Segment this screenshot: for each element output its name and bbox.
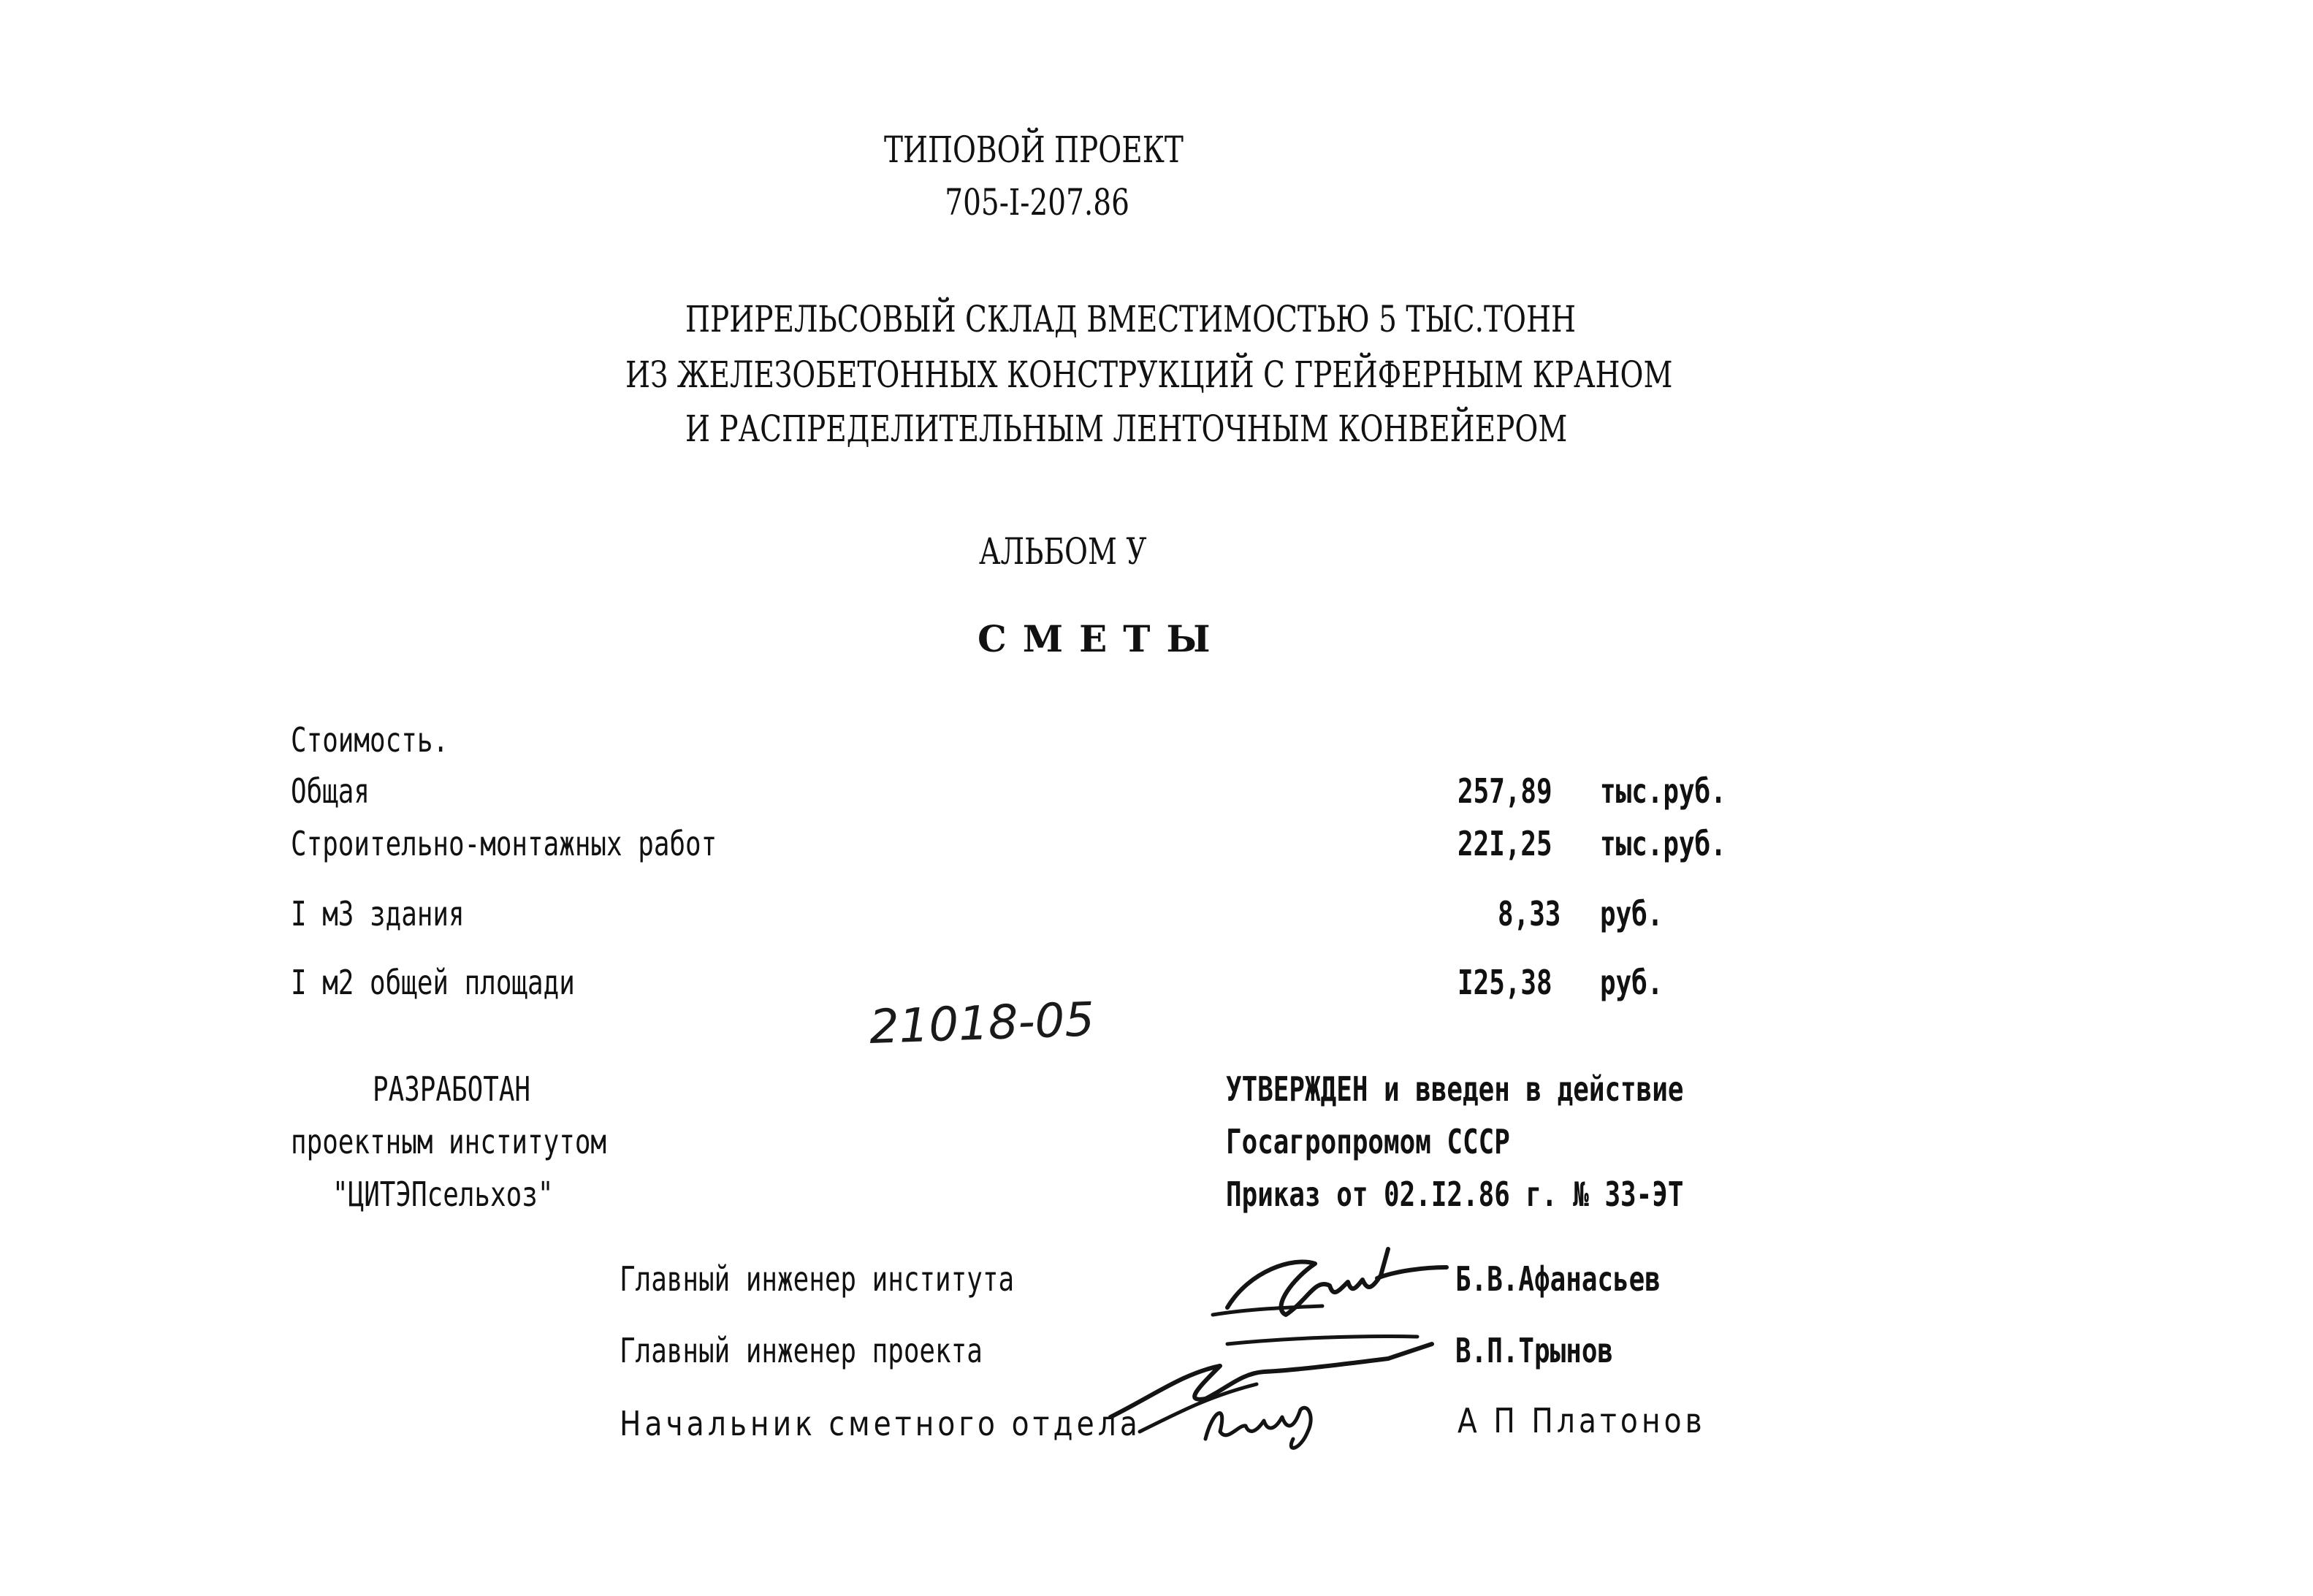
signatory-position: Главный инженер проекта <box>620 1331 983 1370</box>
signatory-name: В.П.Трынов <box>1455 1331 1614 1370</box>
title-line-2: ИЗ ЖЕЛЕЗОБЕТОННЫХ КОНСТРУКЦИЙ С ГРЕЙФЕРНЫМ КРАНОМ <box>625 354 1673 396</box>
signatory-name: Б.В.Афанасьев <box>1455 1259 1661 1299</box>
project-type-heading: ТИПОВОЙ ПРОЕКТ <box>884 129 1184 171</box>
cost-row-value: I25,38 <box>1457 963 1552 1002</box>
cost-row-unit: руб. <box>1600 894 1664 933</box>
cost-row-label: Строительно-монтажных работ <box>291 824 717 863</box>
signatory-position: Главный инженер института <box>620 1259 1015 1299</box>
cost-heading: Стоимость. <box>291 720 449 760</box>
cost-row-unit: тыс.руб. <box>1600 771 1726 811</box>
cost-row-value: 22I,25 <box>1457 824 1552 863</box>
signatory-position: Начальник сметного отдела <box>620 1404 1141 1443</box>
section-heading: СМЕТЫ <box>978 617 1227 660</box>
developed-heading: РАЗРАБОТАН <box>373 1069 531 1109</box>
developed-line-1: проектным институтом <box>291 1122 607 1161</box>
title-line-1: ПРИРЕЛЬСОВЫЙ СКЛАД ВМЕСТИМОСТЬЮ 5 ТЫС.ТОНН <box>685 298 1577 340</box>
developed-line-2: "ЦИТЭПсельхоз" <box>332 1175 554 1214</box>
handwritten-number: 21018-05 <box>868 993 1096 1055</box>
signatory-name: А П Платонов <box>1457 1401 1706 1440</box>
approved-line-3: Приказ от 02.I2.86 г. № 33-ЭТ <box>1226 1175 1684 1214</box>
cost-row-label: Общая <box>291 771 370 811</box>
cost-row-unit: руб. <box>1600 963 1664 1002</box>
album-label: АЛЬБОМ У <box>979 530 1147 573</box>
approved-line-1: УТВЕРЖДЕН и введен в действие <box>1226 1069 1684 1109</box>
cost-row-label: I м2 общей площади <box>291 963 575 1002</box>
cost-row-value: 257,89 <box>1457 771 1552 811</box>
project-number: 705-I-207.86 <box>945 181 1129 224</box>
title-line-3: И РАСПРЕДЕЛИТЕЛЬНЫМ ЛЕНТОЧНЫМ КОНВЕЙЕРОМ <box>685 408 1568 450</box>
cost-row-unit: тыс.руб. <box>1600 824 1726 863</box>
signature-head-estimate-dept <box>1198 1381 1337 1461</box>
approved-line-2: Госагропромом СССР <box>1226 1122 1510 1161</box>
cost-row-label: I м3 здания <box>291 894 465 933</box>
cost-row-value: 8,33 <box>1498 894 1561 933</box>
